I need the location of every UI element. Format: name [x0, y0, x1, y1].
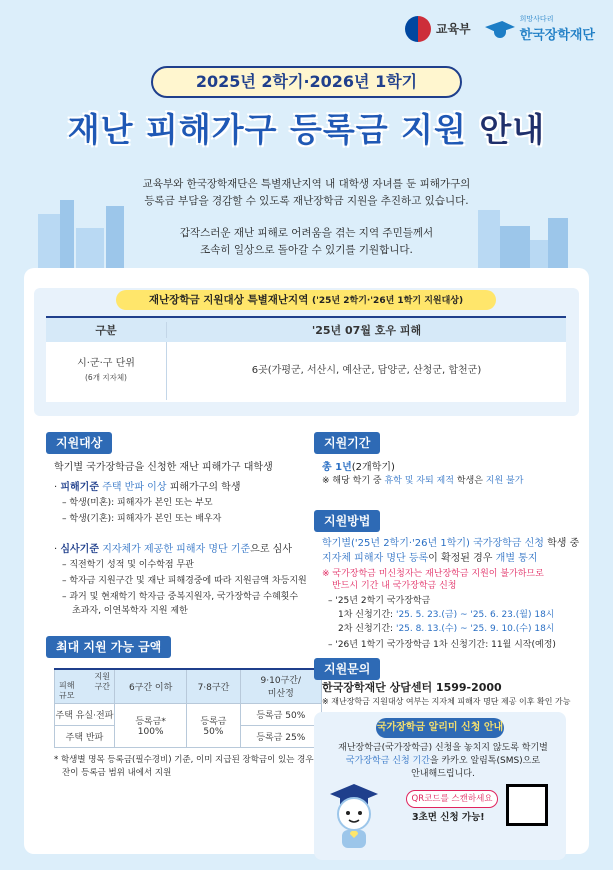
- table-corner-cell: [55, 669, 115, 703]
- table-row: [55, 669, 322, 703]
- table-cell: 등록금 50%: [240, 703, 321, 725]
- schedule-3: – '26년 1학기 국가장학금 1차 신청기간: 11월 시작(예정): [328, 640, 556, 650]
- review-criteria-tail: 으로 심사: [250, 544, 292, 555]
- period-duration-value: 총 1년: [322, 462, 352, 473]
- max-support-label: 최대 지원 가능 금액: [46, 636, 171, 658]
- corner-label: 피해: [59, 680, 75, 690]
- region-title: [116, 290, 496, 310]
- schedule-head: – '25년 2학기 국가장학금: [328, 596, 431, 606]
- region-row-label-text: 시·군·구 단위: [77, 358, 135, 369]
- method-line-2: 지자체 피해자 명단 등록이 확정된 경우 개별 통지: [322, 553, 538, 564]
- table-cell: 등록금 50%: [187, 703, 240, 747]
- method-line-1: 학기별('25년 2학기·'26년 1학기) 국가장학금 신청 학생 중: [322, 538, 580, 549]
- graduation-cap-icon: [485, 18, 515, 40]
- qr-code-icon[interactable]: [506, 784, 548, 826]
- region-title-text: 재난장학금 지원대상 특별재난지역: [148, 294, 309, 306]
- taegeuk-icon: [405, 16, 431, 42]
- region-title-sub: ('25년 2학기·'26년 1학기 지원대상): [312, 296, 464, 306]
- corner-label: 지원: [94, 672, 110, 681]
- review-detail: 초과자, 이연복학자 지원 제한: [72, 606, 188, 616]
- method-warning: ※ 국가장학금 미신청자는 재난장학금 지원이 불가하므로 반드시 기간 내 국가장학금 신청: [322, 569, 544, 591]
- table-row: [55, 703, 322, 725]
- period-note: ※ 해당 학기 중 휴학 및 자퇴 제적 학생은 지원 불가: [322, 476, 524, 486]
- semester-pill: 2025년 2학기·2026년 1학기: [151, 66, 462, 98]
- table-cell: 주택 반파: [55, 725, 115, 747]
- table-cell: 주택 유실·전파: [55, 703, 115, 725]
- note-line: * 학생별 명목 등록금(필수경비) 기준, 이미 지급된 장학금이 있는 경우: [54, 755, 314, 765]
- region-col-header: '25년 07월 호우 피해: [166, 322, 566, 338]
- table-header-cell: 7·8구간: [187, 669, 240, 703]
- period-label: 지원기간: [314, 432, 380, 454]
- kosaf-logo-small: 희망사다리: [519, 15, 554, 23]
- intro-line: 갑작스러운 재난 피해로 어려움을 겪는 지역 주민들께서: [179, 227, 434, 239]
- damage-detail: – 학생(기혼): 피해자가 본인 또는 배우자: [62, 514, 222, 524]
- corner-label: 규모: [59, 690, 75, 700]
- review-criteria-head: 심사기준: [60, 544, 99, 555]
- support-target-intro: 학기별 국가장학금을 신청한 재난 피해가구 대학생: [54, 462, 273, 473]
- region-row-label-sub: (6개 지자체): [85, 373, 127, 382]
- table-header-cell: 6구간 이하: [115, 669, 187, 703]
- region-row-label: [46, 357, 166, 385]
- region-col-header: 구분: [95, 324, 117, 337]
- review-criteria: · 심사기준 지자체가 제공한 피해자 명단 기준으로 심사: [54, 544, 292, 555]
- intro-line: 조속히 일상으로 돌아갈 수 있기를 기원합니다.: [200, 244, 413, 256]
- qr-bubble: QR코드를 스캔하세요: [406, 790, 498, 808]
- intro-paragraph-1: [0, 176, 613, 210]
- contact-note: ※ 재난장학금 지원대상 여부는 지자체 피해자 명단 제공 이후 확인 가능: [322, 697, 571, 706]
- contact-line: 한국장학재단 상담센터 1599-2000: [322, 681, 502, 694]
- damage-detail: – 학생(미혼): 피해자가 본인 또는 부모: [62, 498, 213, 508]
- page-title-main: 재난 피해가구 등록금 지원: [67, 110, 467, 149]
- review-detail: – 학자금 지원구간 및 재난 피해경중에 따라 지원금액 차등지원: [62, 576, 307, 586]
- table-header-cell: 9·10구간/ 미산정: [240, 669, 321, 703]
- review-detail: – 과거 및 현재학기 학자금 중복지원자, 국가장학금 수혜횟수: [62, 592, 299, 602]
- alimi-description: 재난장학금(국가장학금) 신청을 놓치지 않도록 학기별 국가장학금 신청 기간을 카카오 알림톡(SMS)으로 안내해드립니다.: [338, 743, 548, 779]
- page-title: [0, 104, 613, 151]
- damage-criteria-head: 피해기준: [60, 482, 99, 493]
- moe-logo: [405, 16, 471, 42]
- moe-logo-text: 교육부: [435, 22, 471, 36]
- table-cell: 등록금 25%: [240, 725, 321, 747]
- schedule-2: 2차 신청기간: '25. 8. 13.(수) ~ '25. 9. 10.(수) 18시: [338, 624, 555, 634]
- damage-criteria: · 피해기준 주택 반파 이상 피해가구의 학생: [54, 482, 241, 493]
- intro-line: 교육부와 한국장학재단은 특별재난지역 내 대학생 자녀를 둔 피해가구의: [142, 178, 471, 190]
- contact-label: 지원문의: [314, 658, 380, 680]
- period-duration: [322, 460, 395, 475]
- schedule-1: 1차 신청기간: '25. 5. 23.(금) ~ '25. 6. 23.(월) 18시: [338, 610, 555, 620]
- mascot-icon: [318, 780, 388, 850]
- corner-label: 구간: [94, 682, 110, 691]
- damage-criteria-tail: 피해가구의 학생: [169, 482, 241, 493]
- table-cell: 등록금* 100%: [115, 703, 187, 747]
- alimi-seconds: 3초면 신청 가능!: [412, 812, 485, 823]
- support-target-label: 지원대상: [46, 432, 112, 454]
- region-table: [46, 316, 566, 402]
- logos: [405, 14, 595, 43]
- alimi-title: 국가장학금 알리미 신청 안내: [376, 718, 504, 738]
- region-table-row: [46, 342, 566, 400]
- max-support-table: [54, 668, 322, 748]
- region-table-header: [46, 318, 566, 342]
- note-line: 잔이 등록금 범위 내에서 지원: [62, 768, 172, 778]
- method-label: 지원방법: [314, 510, 380, 532]
- review-criteria-highlight: 지자체가 제공한 피해자 명단 기준: [102, 544, 251, 555]
- intro-line: 등록금 부담을 경감할 수 있도록 재난장학금 지원을 추진하고 있습니다.: [144, 195, 469, 207]
- period-duration-tail: (2개학기): [351, 462, 395, 473]
- max-support-note: [54, 754, 314, 780]
- kosaf-logo: [485, 14, 595, 43]
- review-detail: – 직전학기 성적 및 이수학점 무관: [62, 560, 194, 570]
- damage-criteria-highlight: 주택 반파 이상: [102, 482, 167, 493]
- kosaf-logo-text: 한국장학재단: [519, 28, 595, 43]
- content-card: [24, 268, 589, 854]
- page-title-tail: 안내: [479, 110, 546, 149]
- region-row-value: 6곳(가평군, 서산시, 예산군, 담양군, 산청군, 합천군): [166, 342, 566, 400]
- intro-paragraph-2: [0, 225, 613, 259]
